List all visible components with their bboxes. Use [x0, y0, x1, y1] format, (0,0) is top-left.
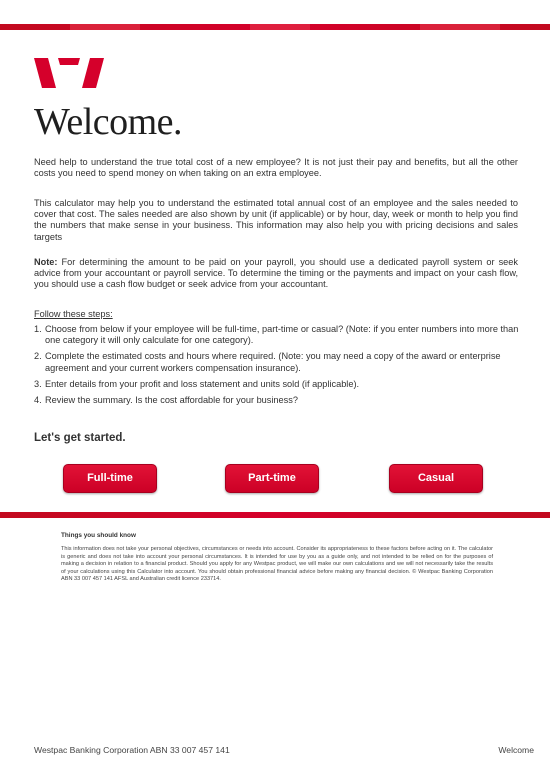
part-time-button[interactable]: Part-time: [225, 464, 319, 493]
step-text: Enter details from your profit and loss statement and units sold (if applicable).: [45, 378, 360, 389]
step-number: 1.: [34, 324, 42, 334]
intro-paragraph: Need help to understand the true total cost of a new employee? It is not just their pay and benefits, but all the other costs you need to spend money on when taking on an extra employee.: [34, 157, 518, 179]
step-text: Choose from below if your employee will be full-time, part-time or casual? (Note: if you enter numbers into more than one category it will only calculate for one category).: [45, 324, 519, 346]
page-title: Welcome.: [34, 101, 183, 143]
step-item: [34, 324, 524, 346]
steps-list: [34, 324, 524, 411]
note-label: Note:: [34, 257, 58, 267]
step-item: [34, 379, 524, 390]
note-paragraph: [34, 257, 518, 291]
step-text: Review the summary. Is the cost affordable for your business?: [45, 395, 298, 406]
footer-company: Westpac Banking Corporation ABN 33 007 457 141: [34, 745, 230, 755]
step-item: [34, 351, 524, 373]
note-text: For determining the amount to be paid on your payroll, you should use a dedicated payroll system or seek advice from your accountant or payroll service. To determine the timing or the payments and impact on your cash flow, you should use a cash flow budget or seek advice from your accountant.: [34, 257, 518, 290]
top-red-bar: [0, 24, 550, 30]
westpac-logo-icon: [34, 58, 104, 88]
description-paragraph: This calculator may help you to understand the estimated total annual cost of an employee and the sales needed to cover that cost. The sales needed are also shown by unit (if applicable) or by hour, day, week or month to help you find the numbers that make sense in your business. This information may also help you with pricing decisions and sales targets: [34, 198, 518, 242]
step-number: 3.: [34, 378, 42, 389]
steps-title: Follow these steps:: [34, 309, 113, 319]
step-number: 4.: [34, 395, 42, 406]
get-started-heading: Let's get started.: [34, 432, 126, 444]
disclaimer-text: This information does not take your personal objectives, circumstances or needs into account. Consider its appropriateness to these factors before acting on it. The calculator is generic and does not take into account your personal circumstances. It is intended for use by you as a guide only, and not intended to be relied on for the purposes of making a decision in relation to a financial product. Should you apply for any Westpac product, we will make our own calculations and we will not necessarily take the results of your calculations using this Calculator into account. You should obtain professional financial advice before making any financial decision. © Westpac Banking Corporation ABN 33 007 457 141 AFSL and Australian credit licence 233714.: [61, 546, 493, 582]
footer-red-bar: [0, 512, 550, 518]
full-time-button[interactable]: Full-time: [63, 464, 157, 493]
disclaimer-title: Things you should know: [61, 532, 136, 539]
footer-page-name: Welcome: [498, 745, 534, 755]
step-text: Complete the estimated costs and hours where required. (Note: you may need a copy of the award or enterprise agreement and your current workers compensation insurance).: [45, 351, 501, 373]
step-number: 2.: [34, 351, 42, 362]
step-item: [34, 395, 524, 406]
casual-button[interactable]: Casual: [389, 464, 483, 493]
